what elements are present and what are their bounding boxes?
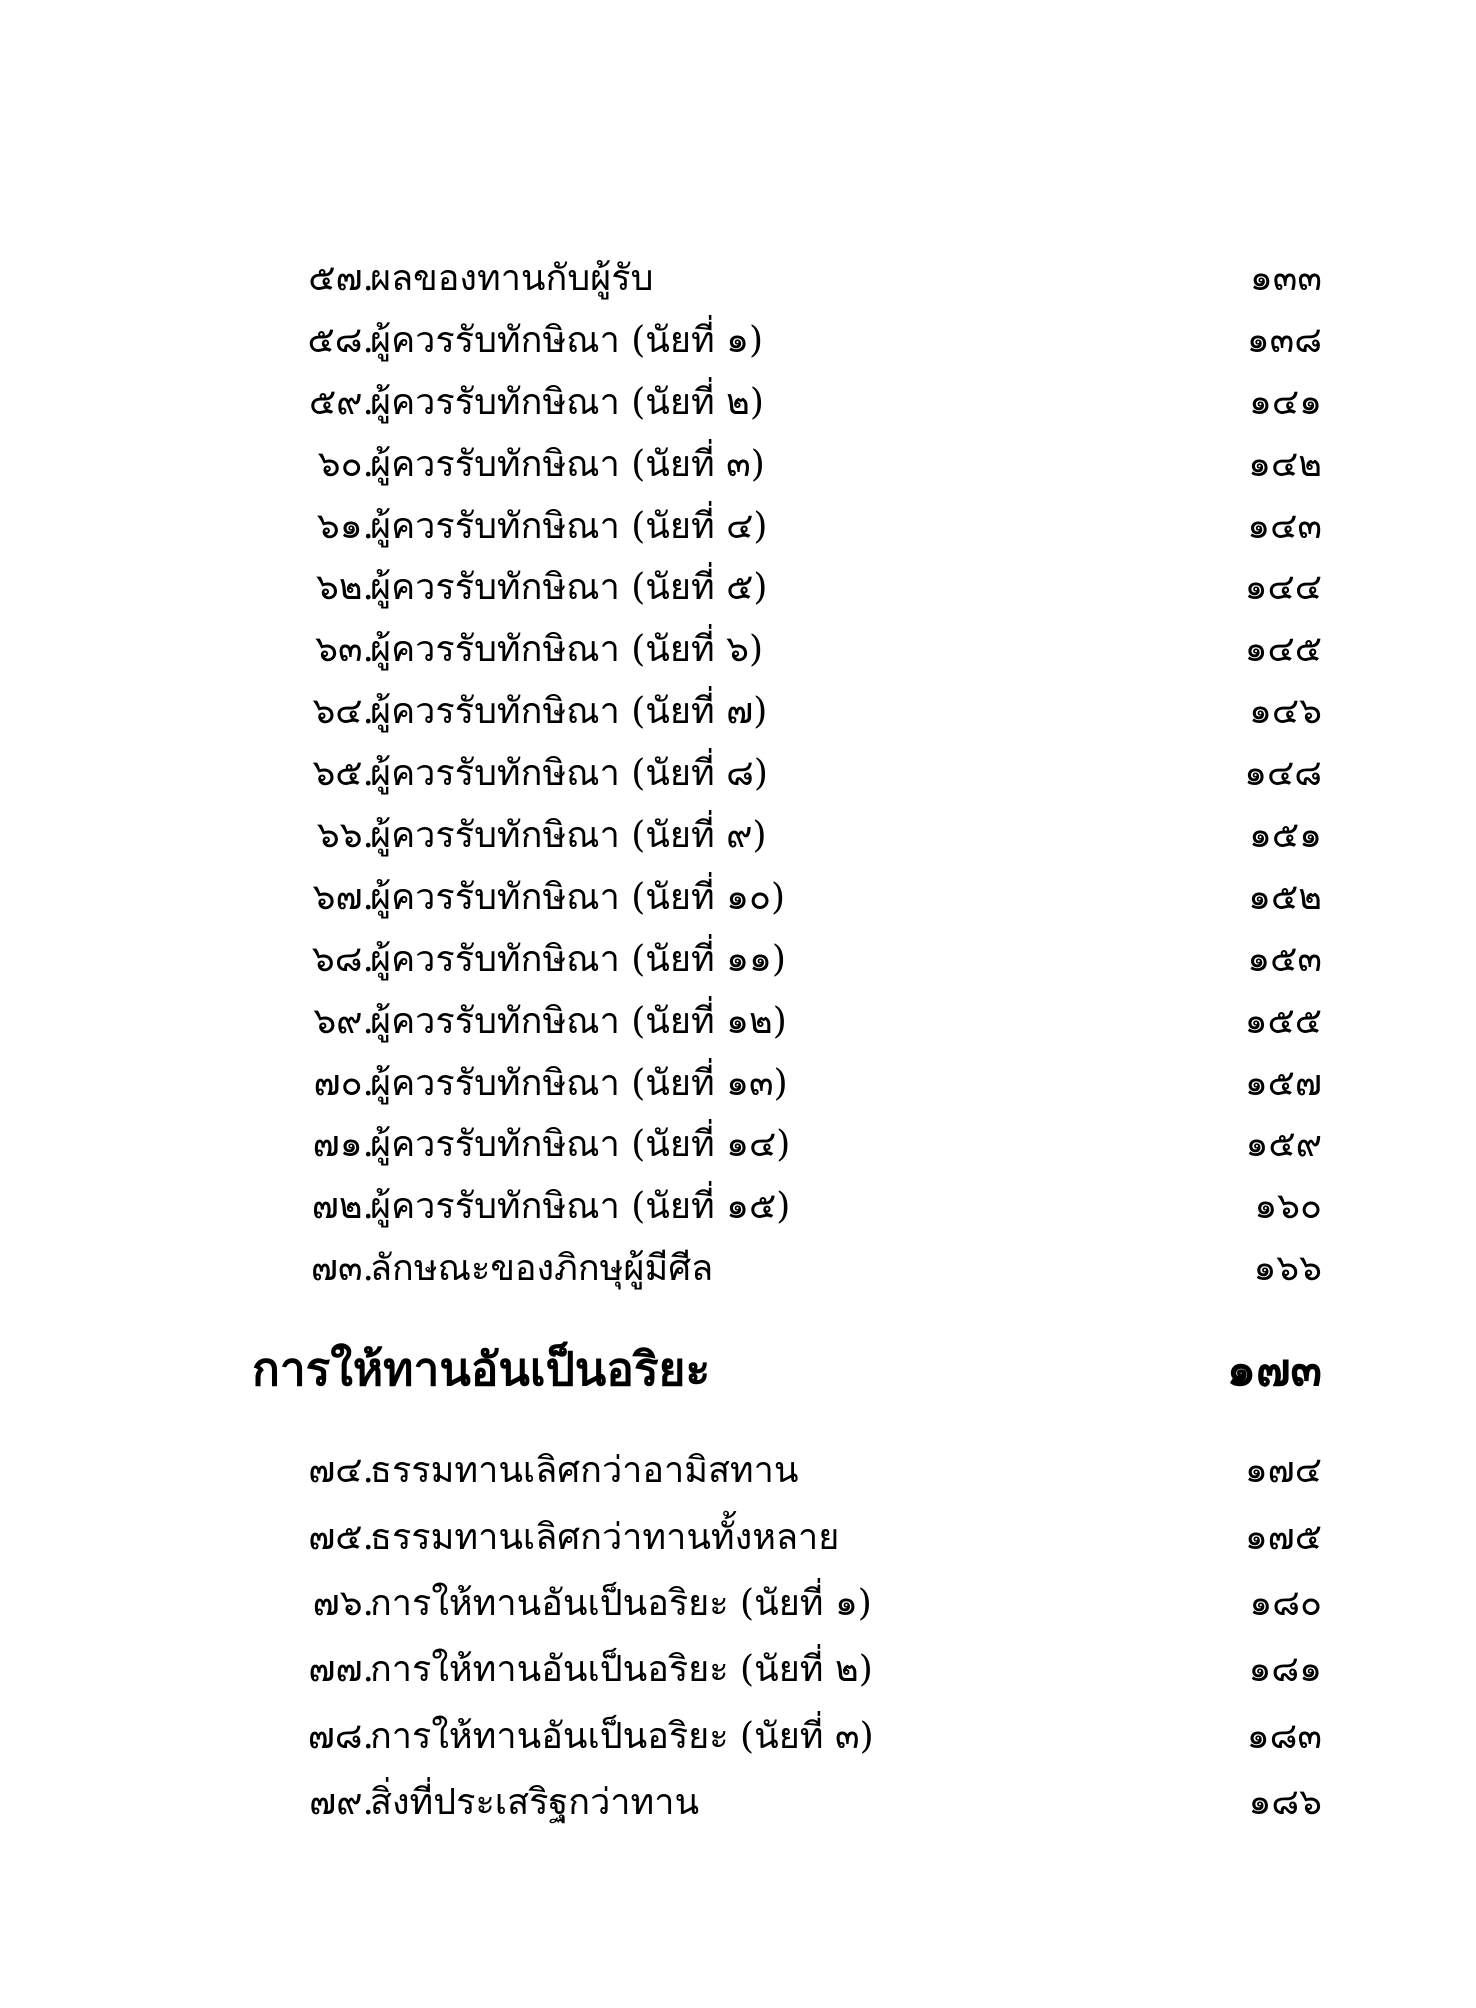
toc-entry: [0, 619, 1476, 681]
entry-page-number: ๑๖๐: [1254, 1186, 1322, 1228]
toc-group-2: [0, 1438, 1476, 1836]
entry-number: ๗๕.: [308, 1516, 374, 1558]
entry-number: ๕๘.: [307, 319, 374, 361]
entry-title: ผู้ควรรับทักษิณา (นัยที่ ๔): [370, 505, 768, 547]
entry-title: การให้ทานอันเป็นอริยะ (นัยที่ ๑): [370, 1582, 872, 1624]
entry-page-number: ๑๔๔: [1244, 567, 1322, 609]
toc-entry: [0, 1176, 1476, 1238]
toc-entry: [0, 1770, 1476, 1836]
entry-number: ๗๗.: [308, 1649, 374, 1691]
toc-entry: [0, 372, 1476, 434]
toc-entry: [0, 1114, 1476, 1176]
toc-entry: [0, 681, 1476, 743]
entry-page-number: ๑๘๖: [1248, 1782, 1322, 1824]
entry-title: การให้ทานอันเป็นอริยะ (นัยที่ ๒): [370, 1649, 873, 1691]
section-page-number: ๑๗๓: [1226, 1342, 1322, 1397]
entry-title: ผู้ควรรับทักษิณา (นัยที่ ๑๒): [370, 1000, 787, 1042]
entry-number: ๗๙.: [309, 1782, 374, 1824]
entry-title: ผู้ควรรับทักษิณา (นัยที่ ๗): [370, 691, 768, 733]
entry-title: ผู้ควรรับทักษิณา (นัยที่ ๒): [370, 381, 764, 423]
entry-page-number: ๑๓๘: [1246, 319, 1322, 361]
toc-group-1: [0, 248, 1476, 1300]
toc-entry: [0, 1438, 1476, 1504]
toc-entry: [0, 1704, 1476, 1770]
entry-title: การให้ทานอันเป็นอริยะ (นัยที่ ๓): [370, 1715, 874, 1757]
entry-page-number: ๑๗๔: [1244, 1450, 1322, 1492]
entry-page-number: ๑๕๓: [1247, 938, 1322, 980]
toc-entry: [0, 867, 1476, 929]
entry-title: ผู้ควรรับทักษิณา (นัยที่ ๑): [370, 319, 764, 361]
entry-number: ๖๖.: [316, 815, 374, 857]
section-title: การให้ทานอันเป็นอริยะ: [252, 1342, 711, 1397]
entry-number: ๗๖.: [312, 1582, 374, 1624]
entry-title: ผลของทานกับผู้รับ: [370, 258, 654, 299]
entry-number: ๗๓.: [310, 1248, 374, 1290]
entry-page-number: ๑๔๕: [1244, 629, 1322, 671]
toc-entry: [0, 1053, 1476, 1115]
toc-entry: [0, 1505, 1476, 1571]
entry-title: ผู้ควรรับทักษิณา (นัยที่ ๑๕): [370, 1186, 791, 1228]
entry-title: ผู้ควรรับทักษิณา (นัยที่ ๙): [370, 815, 767, 857]
toc-entry: [0, 248, 1476, 310]
toc-entry: [0, 1637, 1476, 1703]
toc-entry: [0, 1571, 1476, 1637]
entry-number: ๗๑.: [312, 1124, 374, 1166]
entry-page-number: ๑๔๒: [1248, 443, 1322, 485]
entry-title: ผู้ควรรับทักษิณา (นัยที่ ๑๐): [370, 876, 786, 918]
entry-number: ๖๙.: [313, 1000, 374, 1042]
entry-page-number: ๑๕๗: [1244, 1062, 1322, 1104]
toc-entry: [0, 434, 1476, 496]
toc-entry: [0, 310, 1476, 372]
entry-page-number: ๑๔๑: [1249, 381, 1322, 423]
entry-title: สิ่งที่ประเสริฐกว่าทาน: [370, 1782, 700, 1824]
toc-entry: [0, 991, 1476, 1053]
entry-title: ผู้ควรรับทักษิณา (นัยที่ ๑๓): [370, 1062, 788, 1104]
toc-entry: [0, 929, 1476, 991]
toc-entry: [0, 1238, 1476, 1300]
entry-page-number: ๑๕๕: [1244, 1000, 1322, 1042]
entry-number: ๕๙.: [308, 381, 374, 423]
toc-entry: [0, 805, 1476, 867]
entry-page-number: ๑๔๘: [1244, 753, 1322, 795]
entry-number: ๗๐.: [313, 1062, 374, 1104]
entry-page-number: ๑๗๕: [1244, 1516, 1322, 1558]
entry-number: ๖๓.: [315, 629, 374, 671]
entry-number: ๖๕.: [312, 753, 374, 795]
entry-page-number: ๑๔๖: [1249, 691, 1322, 733]
entry-title: ลักษณะของภิกษุผู้มีศีล: [370, 1248, 714, 1290]
entry-page-number: ๑๓๓: [1249, 258, 1322, 299]
entry-page-number: ๑๘๓: [1246, 1715, 1322, 1757]
entry-title: ผู้ควรรับทักษิณา (นัยที่ ๕): [370, 567, 768, 609]
entry-number: ๖๘.: [311, 938, 374, 980]
entry-title: ผู้ควรรับทักษิณา (นัยที่ ๑๔): [370, 1124, 791, 1166]
entry-page-number: ๑๘๑: [1248, 1649, 1322, 1691]
entry-page-number: ๑๕๑: [1249, 815, 1322, 857]
entry-title: ผู้ควรรับทักษิณา (นัยที่ ๖): [370, 629, 764, 671]
entry-title: ผู้ควรรับทักษิณา (นัยที่ ๓): [370, 443, 765, 485]
toc-entry: [0, 496, 1476, 558]
entry-page-number: ๑๖๖: [1253, 1248, 1322, 1290]
entry-page-number: ๑๕๙: [1245, 1124, 1322, 1166]
toc-entry: [0, 743, 1476, 805]
entry-number: ๖๗.: [312, 876, 374, 918]
entry-number: ๗๘.: [307, 1715, 374, 1757]
entry-number: ๗๔.: [308, 1450, 374, 1492]
entry-number: ๖๑.: [316, 505, 374, 547]
entry-number: ๗๒.: [311, 1186, 374, 1228]
section-heading: [0, 1300, 1476, 1438]
entry-title: ผู้ควรรับทักษิณา (นัยที่ ๘): [370, 753, 768, 795]
entry-title: ธรรมทานเลิศกว่าอามิสทาน: [370, 1450, 799, 1492]
entry-page-number: ๑๘๐: [1249, 1582, 1322, 1624]
entry-number: ๖๔.: [312, 691, 374, 733]
entry-title: ธรรมทานเลิศกว่าทานทั้งหลาย: [370, 1516, 840, 1558]
toc-entry: [0, 557, 1476, 619]
entry-number: ๖๐.: [317, 443, 374, 485]
entry-page-number: ๑๕๒: [1248, 876, 1322, 918]
entry-number: ๕๗.: [308, 258, 374, 299]
entry-page-number: ๑๔๓: [1247, 505, 1322, 547]
table-of-contents: [0, 248, 1476, 1836]
entry-title: ผู้ควรรับทักษิณา (นัยที่ ๑๑): [370, 938, 786, 980]
entry-number: ๖๒.: [315, 567, 374, 609]
